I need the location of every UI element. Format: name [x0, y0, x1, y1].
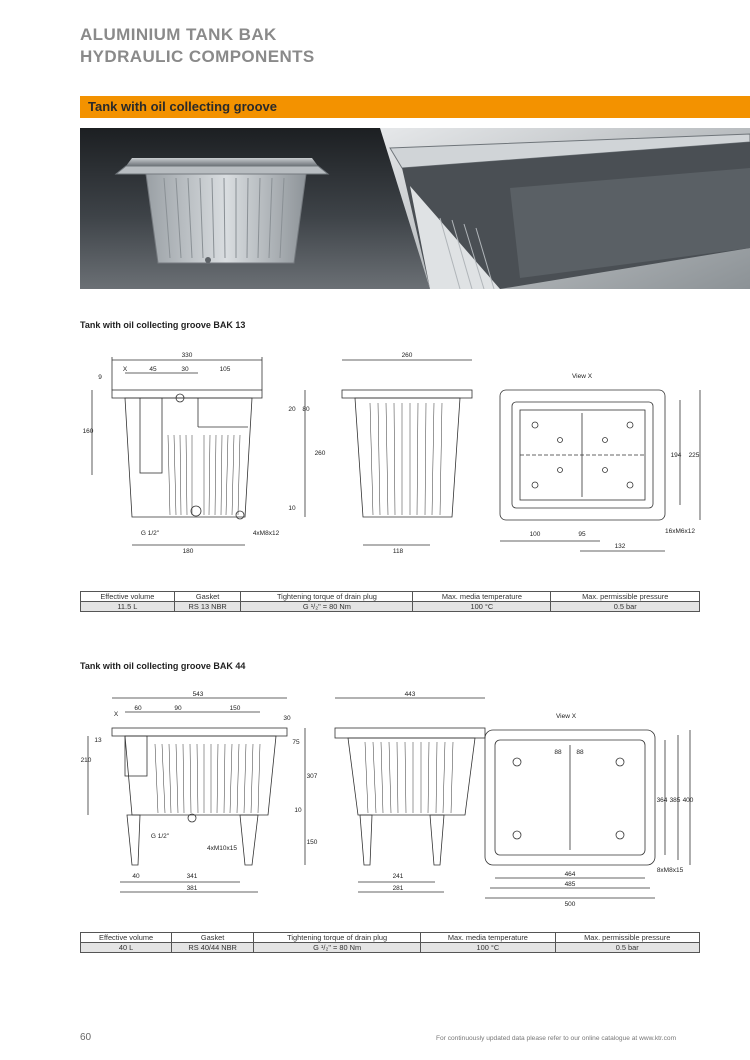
bak13-dim-30: 30	[181, 366, 189, 373]
product-photo	[80, 128, 750, 289]
bak44-dim-75: 75	[292, 739, 300, 746]
bak44-dim-90: 90	[174, 705, 182, 712]
bak13-header-pressure: Max. permissible pressure	[551, 592, 700, 602]
bak44-side-width: 443	[404, 691, 416, 698]
bak13-dim-95: 95	[578, 531, 586, 538]
section-banner	[80, 96, 750, 118]
page-title	[80, 24, 315, 68]
bak13-dim-20: 20	[288, 406, 296, 413]
bak44-value-gasket: RS 40/44 NBR	[172, 943, 254, 953]
bak44-dim-500: 500	[564, 901, 576, 908]
bak44-value-volume: 40 L	[81, 943, 172, 953]
bak44-dim-485: 485	[564, 881, 576, 888]
bak44-dim-88b: 88	[576, 749, 584, 756]
bak44-spec-table	[80, 932, 700, 953]
bak13-value-volume: 11.5 L	[81, 602, 175, 612]
bak13-holes: 16xM6x12	[665, 528, 695, 535]
bak44-dim-width: 543	[192, 691, 204, 698]
bak44-dim-400: 400	[682, 797, 694, 804]
bak44-dim-150v: 150	[306, 839, 318, 846]
section-banner-label: Tank with oil collecting groove	[88, 99, 278, 114]
bak44-dim-60: 60	[134, 705, 142, 712]
bak44-holes: 8xM8x15	[656, 867, 684, 874]
product-photo-illustration	[80, 128, 750, 289]
page-title-line2: HYDRAULIC COMPONENTS	[80, 47, 315, 66]
bak44-dim-364: 364	[656, 797, 668, 804]
bak13-dim-105: 105	[219, 366, 231, 373]
bak44-dim-10: 10	[294, 807, 302, 814]
bak13-bolt: 4xM8x12	[252, 530, 280, 537]
bak44-dim-30: 30	[283, 715, 291, 722]
bak13-dim-132: 132	[614, 543, 626, 550]
bak44-dim-40: 40	[132, 873, 140, 880]
bak44-dim-341: 341	[186, 873, 198, 880]
bak13-dim-180: 180	[182, 548, 194, 555]
bak44-header-volume: Effective volume	[81, 933, 172, 943]
bak44-dim-88a: 88	[554, 749, 562, 756]
bak13-header-torque: Tightening torque of drain plug	[241, 592, 413, 602]
bak13-dim-x: X	[122, 366, 128, 373]
bak13-dim-160: 160	[82, 428, 94, 435]
bak44-thread: G 1/2"	[150, 833, 170, 840]
bak13-dim-260: 260	[314, 450, 326, 457]
bak44-dim-307: 307	[306, 773, 318, 780]
bak44-dim-241: 241	[392, 873, 404, 880]
bak44-title: Tank with oil collecting groove BAK 44	[80, 661, 246, 671]
bak13-dim-9: 9	[98, 374, 102, 381]
bak13-header-gasket: Gasket	[174, 592, 241, 602]
page-number: 60	[80, 1032, 92, 1043]
bak13-view-label: View X	[571, 373, 593, 380]
bak44-drawings	[80, 690, 720, 910]
bak44-header-torque: Tightening torque of drain plug	[254, 933, 421, 943]
bak44-dim-210: 210	[80, 757, 92, 764]
bak44-dim-281: 281	[392, 885, 404, 892]
bak44-dim-13: 13	[94, 737, 102, 744]
bak13-dim-80: 80	[302, 406, 310, 413]
bak44-value-temperature: 100 °C	[421, 943, 555, 953]
bak44-dim-x: X	[113, 711, 119, 718]
bak44-dim-381: 381	[186, 885, 198, 892]
bak44-value-torque: G ¹/₂" = 80 Nm	[254, 943, 421, 953]
bak13-dim-100: 100	[529, 531, 541, 538]
bak13-value-temperature: 100 °C	[413, 602, 551, 612]
bak13-value-torque: G ¹/₂" = 80 Nm	[241, 602, 413, 612]
bak13-dim-10: 10	[288, 505, 296, 512]
bak13-value-pressure: 0.5 bar	[551, 602, 700, 612]
bak13-spec-table	[80, 591, 700, 612]
bak44-view-label: View X	[555, 713, 577, 720]
bak13-thread: G 1/2"	[140, 530, 160, 537]
bak44-header-gasket: Gasket	[172, 933, 254, 943]
bak44-dim-150: 150	[229, 705, 241, 712]
bak13-side-width: 260	[401, 352, 413, 359]
bak13-dim-225: 225	[688, 452, 700, 459]
bak13-dim-width: 330	[181, 352, 193, 359]
bak13-dim-194: 194	[670, 452, 682, 459]
bak44-dim-464: 464	[564, 871, 576, 878]
bak13-dim-118: 118	[392, 548, 404, 555]
bak44-header-temperature: Max. media temperature	[421, 933, 555, 943]
bak13-header-volume: Effective volume	[81, 592, 175, 602]
bak44-bolt: 4xM10x15	[207, 845, 237, 852]
footer-note: For continuously updated data please refer to our online catalogue at www.ktr.com	[436, 1035, 677, 1042]
page-title-line1: ALUMINIUM TANK BAK	[80, 25, 277, 44]
bak13-value-gasket: RS 13 NBR	[174, 602, 241, 612]
bak13-dim-45: 45	[149, 366, 157, 373]
bak44-value-pressure: 0.5 bar	[555, 943, 700, 953]
bak13-title: Tank with oil collecting groove BAK 13	[80, 320, 246, 330]
bak44-dim-385: 385	[669, 797, 681, 804]
bak44-header-pressure: Max. permissible pressure	[555, 933, 700, 943]
bak13-header-temperature: Max. media temperature	[413, 592, 551, 602]
bak13-drawings	[80, 345, 720, 560]
